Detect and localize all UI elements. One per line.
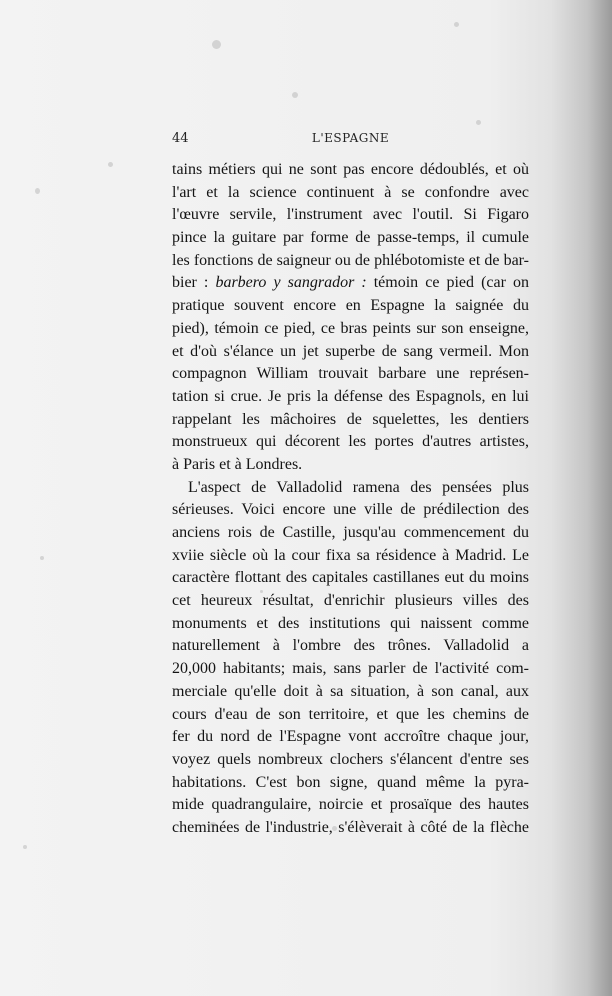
- paper-speck: [212, 40, 221, 49]
- text-line: l'œuvre servile, l'instrument avec l'outil. Si Figaro: [172, 206, 529, 224]
- body-text: [172, 159, 529, 840]
- text-line: pied), témoin ce pied, ce bras peints sur son enseigne,: [172, 319, 529, 337]
- text-line: monuments et des institutions qui naissent comme: [172, 614, 529, 632]
- running-title: L'ESPAGNE: [311, 131, 390, 145]
- text-line: xviie siècle où la cour fixa sa résidence à Madrid. Le: [172, 546, 529, 564]
- text-segment: témoin ce pied (car on: [366, 274, 529, 292]
- paper-speck: [40, 556, 44, 560]
- text-line: mide quadrangulaire, noircie et prosaïque des hautes: [172, 796, 529, 814]
- text-line: et d'où s'élance un jet superbe de sang vermeil. Mon: [172, 342, 529, 360]
- text-line: cet heureux résultat, d'enrichir plusieurs villes des: [172, 592, 529, 610]
- text-line: [172, 272, 529, 295]
- text-line: 20,000 habitants; mais, sans parler de l'activité com-: [172, 660, 529, 678]
- text-line: merciale qu'elle doit à sa situation, à son canal, aux: [172, 682, 529, 700]
- running-header: [172, 131, 529, 149]
- text-line: pratique souvent encore en Espagne la saignée du: [172, 297, 529, 315]
- paper-speck: [108, 162, 113, 167]
- text-line: naturellement à l'ombre des trônes. Valladolid a: [172, 637, 529, 655]
- italic-phrase: barbero y sangrador :: [215, 274, 367, 292]
- paper-speck: [292, 92, 298, 98]
- text-line: compagnon William trouvait barbare une représen-: [172, 365, 529, 383]
- text-line: tains métiers qui ne sont pas encore dédoublés, et où: [172, 161, 529, 178]
- text-line: fer du nord de l'Espagne vont accroître chaque jour,: [172, 728, 529, 746]
- paper-speck: [23, 845, 27, 849]
- text-line: rappelant les mâchoires de squelettes, les dentiers: [172, 410, 529, 428]
- text-line: L'aspect de Valladolid ramena des pensées plus: [188, 478, 529, 496]
- text-line: l'art et la science continuent à se confondre avec: [172, 183, 529, 201]
- text-line: monstrueux qui décorent les portes d'autres artistes,: [172, 433, 529, 451]
- text-segment: bier :: [172, 274, 216, 292]
- text-line: cours d'eau de son territoire, et que les chemins de: [172, 705, 529, 723]
- text-line: habitations. C'est bon signe, quand même la pyra-: [172, 773, 529, 791]
- paper-speck: [35, 188, 40, 194]
- text-line: sérieuses. Voici encore une ville de prédilection des: [172, 501, 529, 519]
- text-line: caractère flottant des capitales castillanes eut du moins: [172, 569, 529, 587]
- text-line: à Paris et à Londres.: [172, 455, 303, 473]
- paper-speck: [476, 120, 481, 125]
- text-line: pince la guitare par forme de passe-temps, il cumule: [172, 229, 529, 247]
- text-line: les fonctions de saigneur ou de phlébotomiste et de bar-: [172, 251, 529, 269]
- text-line: cheminées de l'industrie, s'élèverait à côté de la flèche: [172, 818, 529, 836]
- paper-speck: [454, 22, 459, 27]
- text-line: voyez quels nombreux clochers s'élancent d'entre ses: [172, 750, 529, 768]
- text-line: tation si crue. Je pris la défense des Espagnols, en lui: [172, 387, 529, 405]
- text-line: anciens rois de Castille, jusqu'au commencement du: [172, 524, 529, 541]
- page-number: 44: [172, 131, 189, 146]
